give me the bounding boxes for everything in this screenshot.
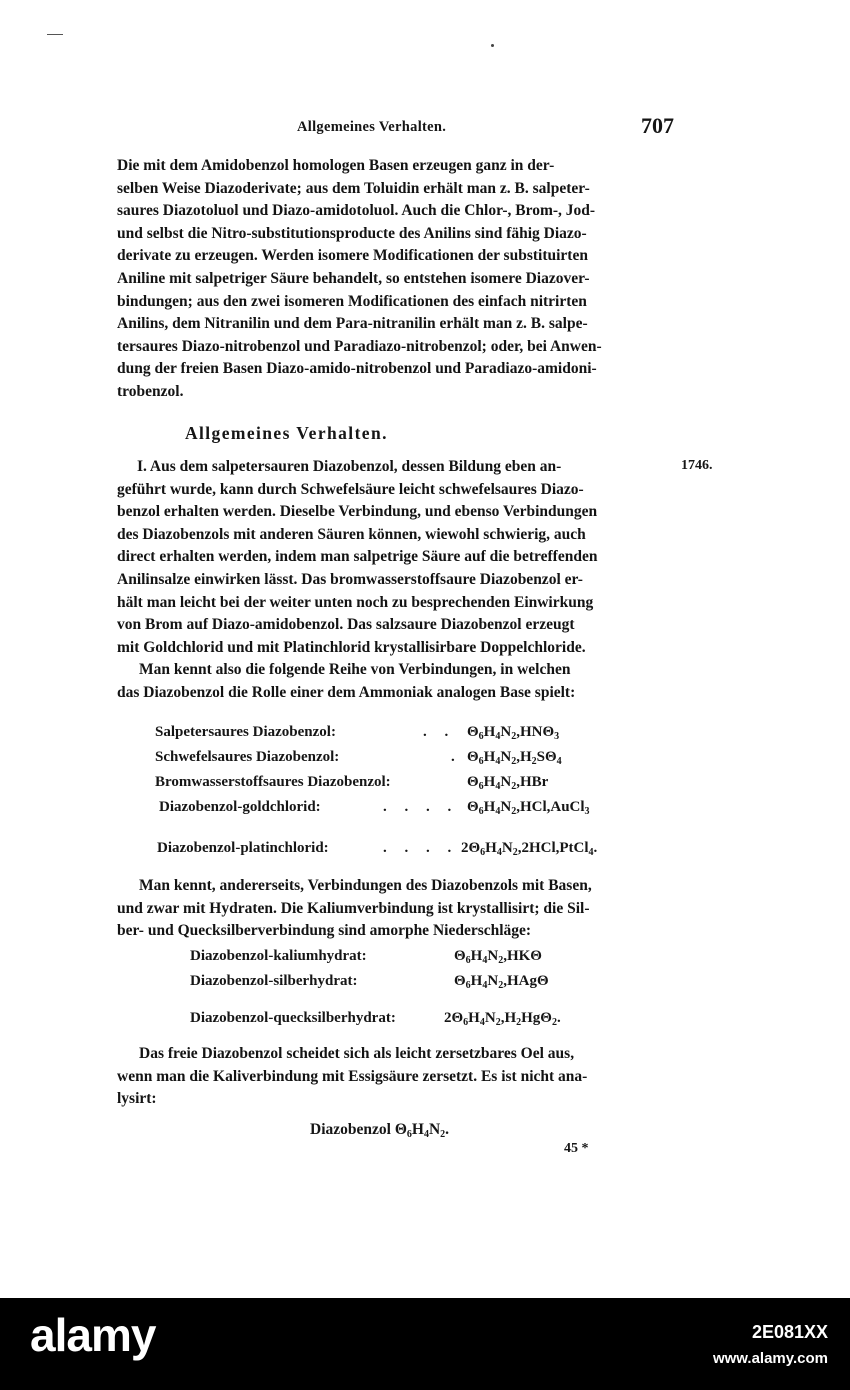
text-line: lysirt: — [117, 1090, 157, 1108]
text-line: Man kennt, andererseits, Verbindungen des Diazobenzols mit Basen, — [139, 877, 592, 894]
compound-formula: $\Theta_6H_4N_2,HN\Theta_3$ — [467, 724, 560, 742]
final-formula: $\Theta_6H_4N_2$. — [394, 1121, 450, 1140]
text-line: mit Goldchlorid und mit Platinchlorid krystallisirbare Doppelchloride. — [117, 638, 586, 656]
compound-name: Diazobenzol-goldchlorid: — [159, 799, 321, 815]
text-line: und selbst die Nitro-substitutionsproducte des Anilins sind fähig Diazo- — [117, 224, 587, 242]
watermark-logo: alamy — [30, 1309, 156, 1361]
text-line: tersaures Diazo-nitrobenzol und Paradiazo-nitrobenzol; oder, bei Anwen- — [117, 337, 602, 355]
signature-mark: 45 * — [564, 1141, 589, 1156]
text-line: ber- und Quecksilberverbindung sind amorphe Niederschläge: — [117, 922, 532, 940]
text-line: I. Aus dem salpetersauren Diazobenzol, dessen Bildung eben an- — [137, 458, 562, 475]
text-line: saures Diazotoluol und Diazo-amidotoluol. Auch die Chlor-, Brom-, Jod- — [117, 202, 596, 220]
leader-dots: . . . . — [383, 799, 459, 815]
compound-name: Salpetersaures Diazobenzol: — [155, 724, 336, 740]
text-line: Anilinsalze einwirken lässt. Das bromwasserstoffsaure Diazobenzol er- — [117, 570, 583, 588]
leader-dots: . — [451, 749, 462, 765]
compound-formula: $2\Theta_6H_4N_2,2HCl,PtCl_4$. — [461, 840, 598, 858]
base-paragraph — [117, 875, 677, 943]
text-line: selben Weise Diazoderivate; aus dem Toluidin erhält man z. B. salpeter- — [117, 179, 590, 197]
running-title: Allgemeines Verhalten. — [297, 119, 447, 135]
text-line: trobenzol. — [117, 382, 184, 400]
compound-name: Diazobenzol-silberhydrat: — [190, 973, 358, 989]
scan-speck — [491, 44, 494, 47]
text-line: Man kennt also die folgende Reihe von Verbindungen, in welchen — [139, 661, 571, 679]
compound-formula: $2\Theta_6H_4N_2,H_2Hg\Theta_2$. — [444, 1010, 561, 1028]
compound-name: Diazobenzol-platinchlorid: — [157, 840, 329, 856]
text-line: benzol erhalten werden. Dieselbe Verbindung, und ebenso Verbindungen — [117, 503, 598, 521]
text-line: direct erhalten werden, indem man salpetrige Säure auf die betreffenden — [117, 548, 598, 566]
scan-mark — [47, 34, 63, 35]
compound-name: Bromwasserstoffsaures Diazobenzol: — [155, 774, 391, 790]
compound-name: Schwefelsaures Diazobenzol: — [155, 749, 340, 765]
text-line: geführt wurde, kann durch Schwefelsäure leicht schwefelsaures Diazo- — [117, 480, 584, 498]
intro-paragraph — [117, 155, 677, 404]
text-line: Das freie Diazobenzol scheidet sich als leicht zersetzbares Oel aus, — [139, 1045, 575, 1062]
text-line: dung der freien Basen Diazo-amido-nitrobenzol und Paradiazo-amidoni- — [117, 360, 597, 378]
text-line: Anilins, dem Nitranilin und dem Para-nitranilin erhält man z. B. salpe- — [117, 315, 588, 333]
leader-dots: . . . . — [383, 840, 459, 856]
leader-dots: . . — [423, 724, 456, 740]
text-line: wenn man die Kaliverbindung mit Essigsäure zersetzt. Es ist nicht ana- — [117, 1067, 588, 1085]
final-formula-line — [310, 1121, 449, 1139]
closing-paragraph — [117, 1043, 677, 1111]
watermark-image-id: 2E081XX — [751, 1322, 828, 1342]
compound-formula: $\Theta_6H_4N_2,HAg\Theta$ — [454, 973, 549, 991]
watermark-site: www.alamy.com — [712, 1350, 828, 1367]
final-formula-label: Diazobenzol — [310, 1121, 391, 1138]
text-line: und zwar mit Hydraten. Die Kaliumverbindung ist krystallisirt; die Sil- — [117, 899, 590, 917]
compound-formula: $\Theta_6H_4N_2,HBr$ — [467, 774, 549, 792]
text-line: hält man leicht bei der weiter unten noch zu besprechenden Einwirkung — [117, 593, 594, 611]
text-line: derivate zu erzeugen. Werden isomere Modificationen der substituirten — [117, 247, 588, 265]
margin-paragraph-number: 1746. — [681, 458, 713, 473]
page-number: 707 — [641, 113, 674, 138]
text-line: bindungen; aus den zwei isomeren Modificationen des einfach nitrirten — [117, 292, 587, 310]
text-line: von Brom auf Diazo-amidobenzol. Das salzsaure Diazobenzol erzeugt — [117, 616, 575, 634]
text-line: Aniline mit salpetriger Säure behandelt, so entstehen isomere Diazover- — [117, 269, 590, 287]
section-paragraph — [117, 456, 677, 705]
text-line: des Diazobenzols mit anderen Säuren können, wiewohl schwierig, auch — [117, 525, 586, 543]
compound-formula: $\Theta_6H_4N_2,HCl,AuCl_3$ — [467, 799, 590, 817]
compound-name: Diazobenzol-quecksilberhydrat: — [190, 1010, 396, 1026]
text-line: das Diazobenzol die Rolle einer dem Ammoniak analogen Base spielt: — [117, 683, 576, 701]
section-heading: Allgemeines Verhalten. — [185, 423, 388, 443]
text-line: Die mit dem Amidobenzol homologen Basen erzeugen ganz in der- — [117, 157, 555, 174]
compound-name: Diazobenzol-kaliumhydrat: — [190, 948, 367, 964]
compound-formula: $\Theta_6H_4N_2,HK\Theta$ — [454, 948, 542, 966]
compound-formula: $\Theta_6H_4N_2,H_2S\Theta_4$ — [467, 749, 562, 767]
